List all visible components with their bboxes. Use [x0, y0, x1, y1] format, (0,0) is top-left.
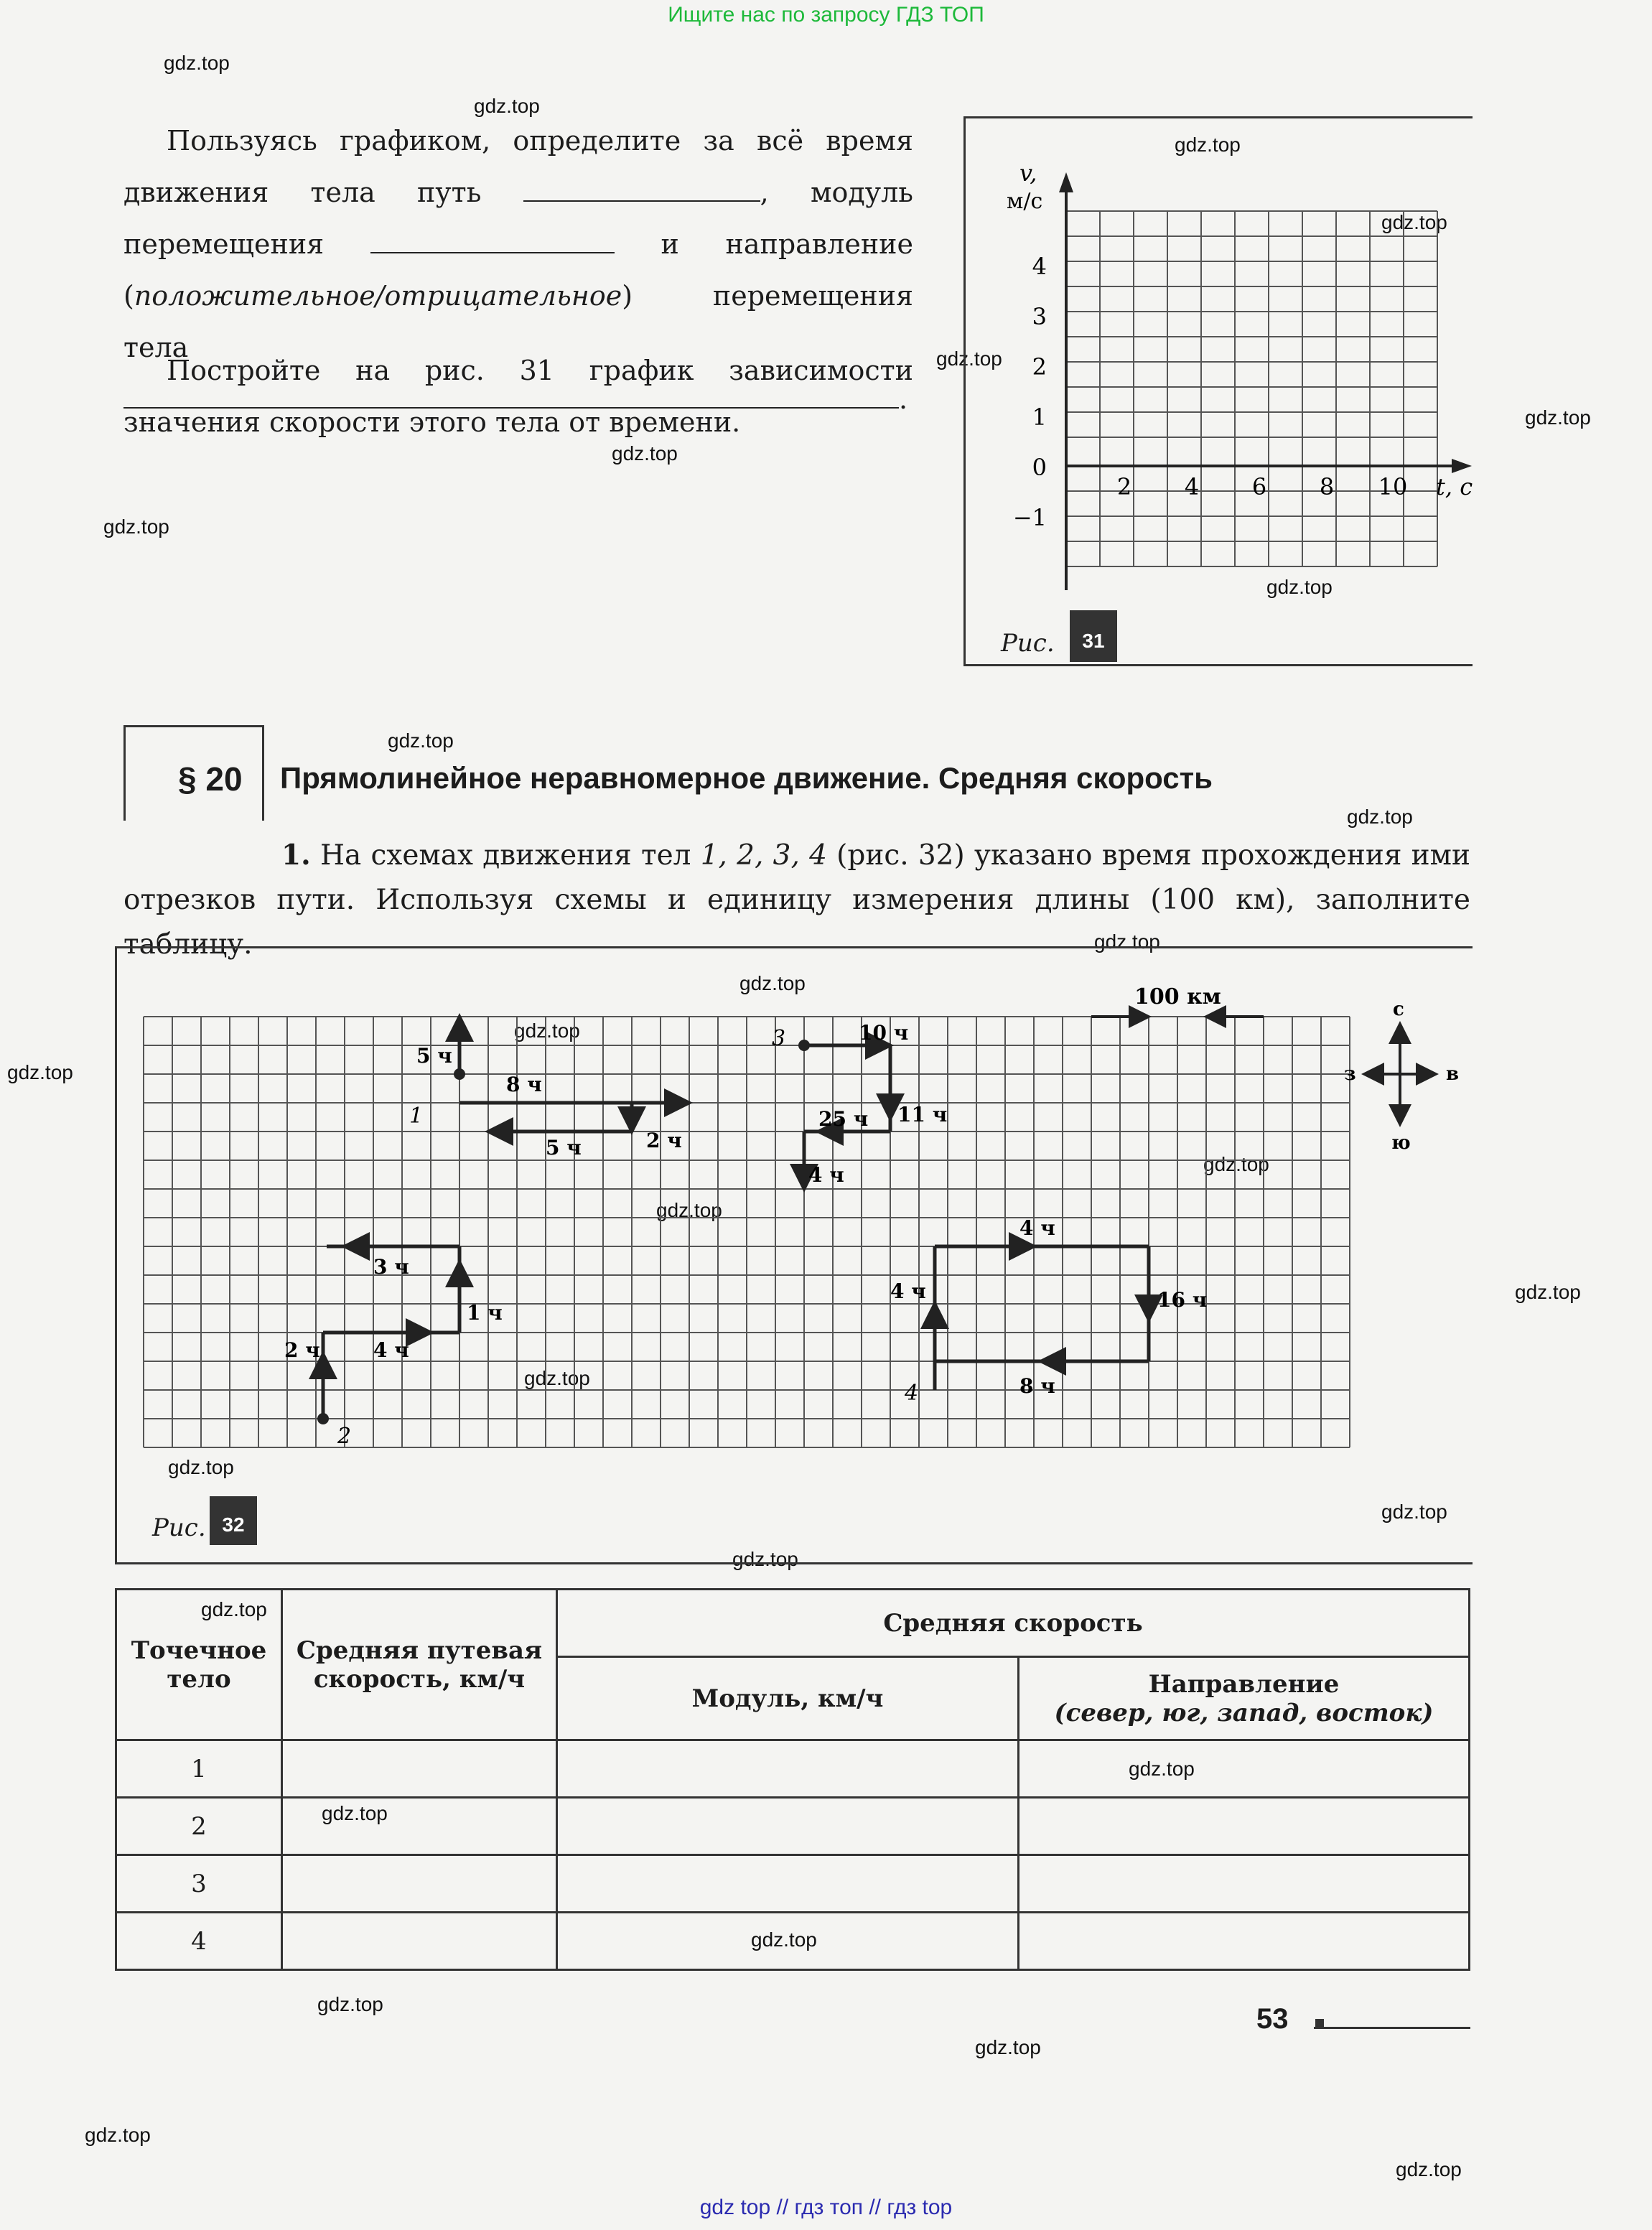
y-tick-label: 2 — [1032, 353, 1047, 381]
time-label: 10 ч — [859, 1021, 909, 1045]
section-title: Прямолинейное неравномерное движение. Средняя скорость — [280, 761, 1213, 795]
question-text: ) перемещения тела — [123, 280, 913, 363]
watermark: gdz.top — [474, 95, 540, 117]
table-row — [116, 1740, 1470, 1798]
watermark: gdz.top — [317, 1993, 383, 2015]
question-options: положительное/отрицательное — [134, 280, 622, 312]
y-tick-label: 0 — [1032, 454, 1047, 481]
question-text: , модуль перемещения — [123, 177, 913, 260]
body-1-start — [454, 1068, 465, 1080]
compass-west: з — [1344, 1063, 1356, 1085]
cell-direction[interactable] — [1019, 1855, 1470, 1913]
instruction-paragraph — [123, 345, 913, 448]
header-avg-speed: Средняя скорость — [557, 1590, 1470, 1657]
time-label: 3 ч — [373, 1255, 409, 1279]
bottom-banner[interactable]: gdz top // гдз топ // гдз top — [699, 2196, 953, 2219]
watermark: gdz.top — [1396, 2158, 1462, 2180]
watermark: gdz.top — [1129, 1758, 1195, 1780]
time-label: 25 ч — [818, 1107, 869, 1131]
watermark: gdz.top — [1381, 1501, 1447, 1523]
instruction-text: Постройте на рис. 31 график зависимости значения скорости этого тела от времени. — [123, 355, 913, 438]
task-text: На схемах движения тел — [310, 839, 701, 872]
header-direction-title: Направление — [1148, 1669, 1340, 1699]
cell-direction[interactable] — [1019, 1740, 1470, 1798]
watermark: gdz.top — [1175, 134, 1241, 156]
cell-modulus[interactable] — [557, 1740, 1019, 1798]
watermark: gdz.top — [103, 515, 169, 538]
answer-blank-displacement[interactable] — [370, 230, 615, 253]
figure-32-number: 32 — [210, 1496, 257, 1545]
watermark: gdz.top — [1381, 211, 1447, 233]
cell-modulus[interactable] — [557, 1913, 1019, 1970]
watermark: gdz.top — [1525, 406, 1591, 429]
y-axis-label: v, — [1019, 159, 1037, 187]
watermark: gdz.top — [1266, 576, 1333, 598]
watermark: gdz.top — [975, 2036, 1041, 2058]
row-body-number: 3 — [116, 1855, 282, 1913]
top-banner[interactable]: Ищите нас по запросу ГДЗ ТОП — [668, 3, 984, 27]
body-3-start — [798, 1040, 810, 1051]
section-number: § 20 — [178, 760, 243, 798]
x-axis-arrow — [1452, 459, 1472, 473]
cell-path-speed[interactable] — [282, 1798, 557, 1855]
watermark: gdz.top — [1203, 1153, 1269, 1175]
watermark: gdz.top — [936, 347, 1002, 370]
time-label: 1 ч — [467, 1301, 503, 1325]
task-bodies: 1, 2, 3, 4 — [700, 839, 827, 872]
y-tick-label: 3 — [1032, 303, 1047, 330]
figure-32-caption: Рис. — [152, 1513, 206, 1542]
cell-direction[interactable] — [1019, 1798, 1470, 1855]
time-label: 4 ч — [1019, 1216, 1055, 1240]
x-tick-label: 6 — [1251, 473, 1267, 500]
table-row — [116, 1798, 1470, 1855]
row-body-number: 4 — [116, 1913, 282, 1970]
body-3-label: 3 — [772, 1026, 786, 1051]
header-path-speed: Средняя путевая скорость, км/ч — [282, 1590, 557, 1740]
watermark: gdz.top — [201, 1598, 267, 1620]
body-4-label: 4 — [905, 1381, 919, 1406]
grid — [1066, 211, 1437, 566]
page-number: 53 — [1256, 2003, 1289, 2035]
watermark: gdz.top — [732, 1548, 798, 1570]
time-label: 5 ч — [546, 1136, 582, 1160]
x-tick-label: 8 — [1319, 473, 1335, 500]
cell-direction[interactable] — [1019, 1913, 1470, 1970]
compass-north: с — [1393, 999, 1404, 1020]
body-4-path — [935, 1246, 1149, 1390]
x-tick-label: 10 — [1378, 473, 1408, 500]
y-tick-label: 4 — [1032, 253, 1047, 280]
question-text: и направление ( — [123, 228, 913, 312]
time-label: 4 ч — [808, 1163, 844, 1187]
time-label: 4 ч — [373, 1338, 409, 1362]
header-body: Точечное тело — [116, 1590, 282, 1740]
watermark: gdz.top — [656, 1199, 722, 1221]
question-text: Пользуясь графиком, определите за всё время движения тела путь — [123, 125, 913, 208]
compass-east: в — [1446, 1063, 1460, 1085]
watermark: gdz.top — [514, 1020, 580, 1042]
y-tick-label: 1 — [1032, 403, 1047, 431]
watermark: gdz.top — [1515, 1281, 1581, 1303]
x-tick-label: 2 — [1116, 473, 1132, 500]
watermark: gdz.top — [739, 972, 806, 994]
time-label: 4 ч — [890, 1279, 926, 1303]
question-text: . — [899, 383, 908, 415]
row-body-number: 2 — [116, 1798, 282, 1855]
cell-path-speed[interactable] — [282, 1913, 557, 1970]
time-label: 8 ч — [506, 1073, 542, 1096]
time-label: 2 ч — [284, 1338, 320, 1362]
figure-32-diagram[interactable] — [115, 946, 1472, 1560]
compass — [1364, 1024, 1436, 1124]
time-label: 11 ч — [897, 1103, 948, 1126]
table-row — [116, 1913, 1470, 1970]
header-modulus: Модуль, км/ч — [557, 1657, 1019, 1740]
figure-31-graph[interactable] — [963, 116, 1509, 662]
cell-modulus[interactable] — [557, 1798, 1019, 1855]
body-2-label: 2 — [337, 1424, 352, 1449]
results-table — [115, 1588, 1470, 1971]
table-row — [116, 1855, 1470, 1913]
figure-31-caption: Рис. — [1001, 629, 1055, 658]
task-number: 1. — [281, 839, 311, 872]
page-number-rule — [1314, 2027, 1470, 2029]
watermark: gdz.top — [1347, 806, 1413, 828]
row-body-number: 1 — [116, 1740, 282, 1798]
watermark: gdz.top — [612, 442, 678, 465]
task-text: (рис. 32) указано время прохождения ими отрезков пути. Используя схемы и единицу измерения длины (100 км), заполните таблицу. — [123, 839, 1471, 961]
compass-south: ю — [1391, 1132, 1411, 1154]
cell-modulus[interactable] — [557, 1855, 1019, 1913]
watermark: gdz.top — [524, 1367, 590, 1389]
y-axis-unit: м/с — [1007, 189, 1043, 214]
header-direction — [1019, 1657, 1470, 1740]
time-label: 8 ч — [1019, 1374, 1055, 1398]
time-label: 2 ч — [646, 1129, 682, 1152]
answer-blank-path[interactable] — [523, 179, 760, 202]
y-tick-label: −1 — [1012, 504, 1047, 531]
y-axis-arrow — [1059, 172, 1073, 192]
watermark: gdz.top — [168, 1456, 234, 1478]
figure-31-number: 31 — [1070, 610, 1117, 662]
watermark: gdz.top — [164, 52, 230, 74]
header-direction-options: (север, юг, запад, восток) — [1054, 1698, 1434, 1727]
watermark: gdz.top — [7, 1061, 73, 1083]
watermark: gdz.top — [85, 2124, 151, 2146]
body-2-start — [317, 1413, 329, 1424]
cell-path-speed[interactable] — [282, 1740, 557, 1798]
x-axis-label: t, с — [1436, 473, 1473, 500]
time-label: 16 ч — [1157, 1288, 1208, 1312]
time-label: 5 ч — [416, 1044, 452, 1068]
scale-label: 100 км — [1134, 984, 1221, 1009]
cell-path-speed[interactable] — [282, 1855, 557, 1913]
watermark: gdz.top — [1094, 930, 1160, 953]
watermark: gdz.top — [751, 1928, 817, 1951]
watermark: gdz.top — [388, 729, 454, 752]
body-1-label: 1 — [409, 1104, 424, 1129]
x-tick-label: 4 — [1184, 473, 1200, 500]
watermark: gdz.top — [322, 1802, 388, 1824]
